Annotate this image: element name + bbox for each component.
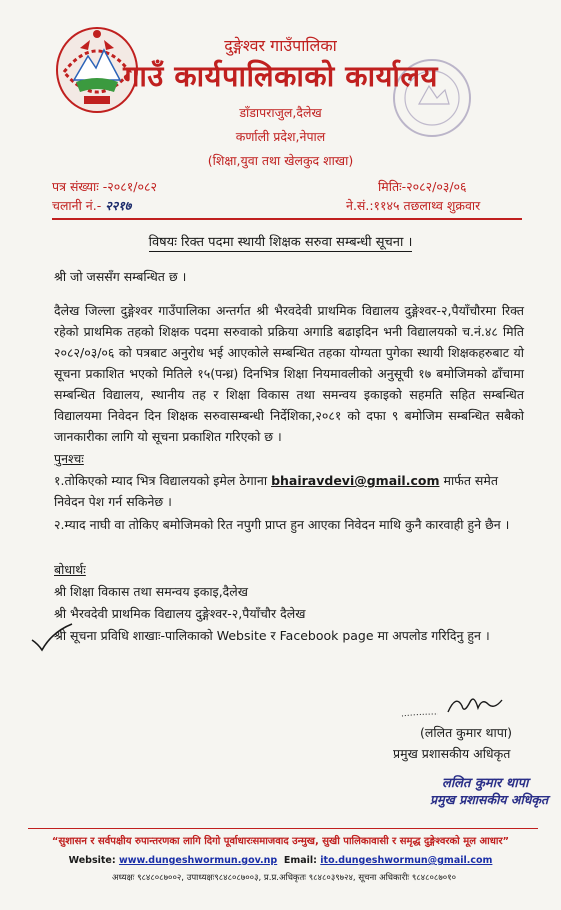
header-divider: [52, 218, 522, 220]
postscript-item-2: २.म्याद नाघी वा तोकिए बमोजिमको रित नपुगी प्राप्त हुन आएका निवेदन माथि कुनै कारवाही हुने छैन ।: [54, 517, 510, 532]
office-email-link[interactable]: ito.dungeshwormun@gmail.com: [320, 855, 493, 866]
postscript-item-1: [54, 470, 524, 512]
school-email-link[interactable]: bhairavdevi@gmail.com: [271, 473, 440, 488]
postscript-item-1-pre: १.तोकिएको म्याद भित्र विद्यालयको इमेल ठेगाना: [54, 473, 268, 488]
dispatch-number-value: २२१७: [105, 198, 132, 213]
checkmark-icon: [30, 622, 74, 652]
salutation: श्री जो जससँग सम्बन्धित छ ।: [54, 269, 187, 284]
cc-item: श्री शिक्षा विकास तथा समन्वय इकाइ,दैलेख: [54, 584, 249, 599]
address-line-1: डाँडापराजुल,दैलेख: [239, 105, 322, 120]
signatory-title: प्रमुख प्रशासकीय अधिकृत: [393, 746, 511, 761]
letter-date-label: मितिः-: [378, 179, 407, 194]
cc-item: श्री भैरवदेवी प्राथमिक विद्यालय दुङ्गेश्वर-२,पैयाँचौर दैलेख: [54, 606, 306, 621]
email-label: Email:: [283, 855, 317, 866]
footer-phones: अध्यक्षः ९८४८०८७००२, उपाध्यक्षः९८४८०८७००३, प्र.प्र.अधिकृतः ९८४८०३९७२४, सूचना अधिकारीः ९८४८०८७०१०: [111, 873, 457, 883]
footer-divider: [28, 828, 538, 829]
subject-line: [0, 232, 561, 250]
cc-heading: बोधार्थः: [54, 562, 86, 577]
nepal-sambat-date: ने.सं.:११४५ तछलाथ्व शुक्रवार: [346, 198, 481, 213]
footer-slogan: “सुशासन र सर्वपक्षीय रुपान्तरणका लागि दिगो पूर्वाधारःसमाजवाद उन्मुख, सुखी पालिकावासी र समृद्ध दुङ्गेश्वरको मूल आधार”: [51, 836, 510, 847]
letter-date: [378, 178, 467, 195]
footer-contacts: [0, 855, 561, 866]
name-stamp: ललित कुमार थापा: [442, 776, 529, 791]
letter-number-label: पत्र संख्याः -: [52, 179, 108, 194]
dispatch-number-label: चलानी नं.-: [52, 198, 102, 213]
letter-number: [52, 178, 157, 195]
postscript-heading: पुनश्चः: [54, 451, 84, 466]
signatory-name: (ललित कुमार थापा): [420, 725, 513, 740]
office-title: गाउँ कार्यपालिकाको कार्यालय: [123, 59, 438, 93]
address-line-2: कर्णाली प्रदेश,नेपाल: [235, 129, 326, 144]
section-name: (शिक्षा,युवा तथा खेलकुद शाखा): [207, 153, 354, 168]
signature-icon: [398, 690, 508, 722]
dispatch-number: [52, 197, 131, 214]
subject-text: विषयः रिक्त पदमा स्थायी शिक्षक सरुवा सम्बन्धी सूचना ।: [148, 235, 413, 250]
postscript-item-1-post: मार्फत समेत निवेदन पेश गर्न सकिनेछ ।: [54, 473, 498, 509]
municipality-name: दुङ्गेश्वर गाउँपालिका: [224, 36, 337, 55]
letter-date-value: २०८२/०३/०६: [406, 179, 467, 194]
website-link[interactable]: www.dungeshwormun.gov.np: [118, 855, 278, 866]
letter-number-value: २०८१/०८२: [107, 179, 157, 194]
title-stamp: प्रमुख प्रशासकीय अधिकृत: [430, 792, 549, 807]
cc-item: श्री सूचना प्रविधि शाखाः-पालिकाको Website र Facebook page मा अपलोड गरिदिनु हुन ।: [54, 628, 490, 643]
main-paragraph: दैलेख जिल्ला दुङ्गेश्वर गाउँपालिका अन्तर्गत श्री भैरवदेवी प्राथमिक विद्यालय दुङ्गेश्वर-२,पैयाँचौरमा रिक्त रहेको प्राथमिक तहको शिक्षक पदमा सरुवाको प्रक्रिया अगाडि बढाइदिन भनी विद्यालयको च.नं.४८ मिति २०८२/०३/०६ को पत्रबाट अनुरोध भई आएकोले सम्बन्धित तहका योग्यता पुगेका स्थायी शिक्षकहरुबाट यो सूचना प्रकाशित भएको मितिले १५(पन्ध्र) दिनभित्र शिक्षा नियमावलीको अनुसूची १७ बमोजिमको ढाँचामा सम्बन्धित विद्यालय, स्थानीय तह र शिक्षा विकास तथा समन्वय इकाइको सहमति सहित सम्बन्धित विद्यालयमा निवेदन दिन शिक्षक सरुवासम्बन्धी निर्देशिका,२०८१ को दफा ९ बमोजिम सम्बन्धित सबैको जानकारीका लागि यो सूचना प्रकाशित गरिएको छ ।: [54, 303, 524, 444]
website-label: Website:: [68, 855, 116, 866]
